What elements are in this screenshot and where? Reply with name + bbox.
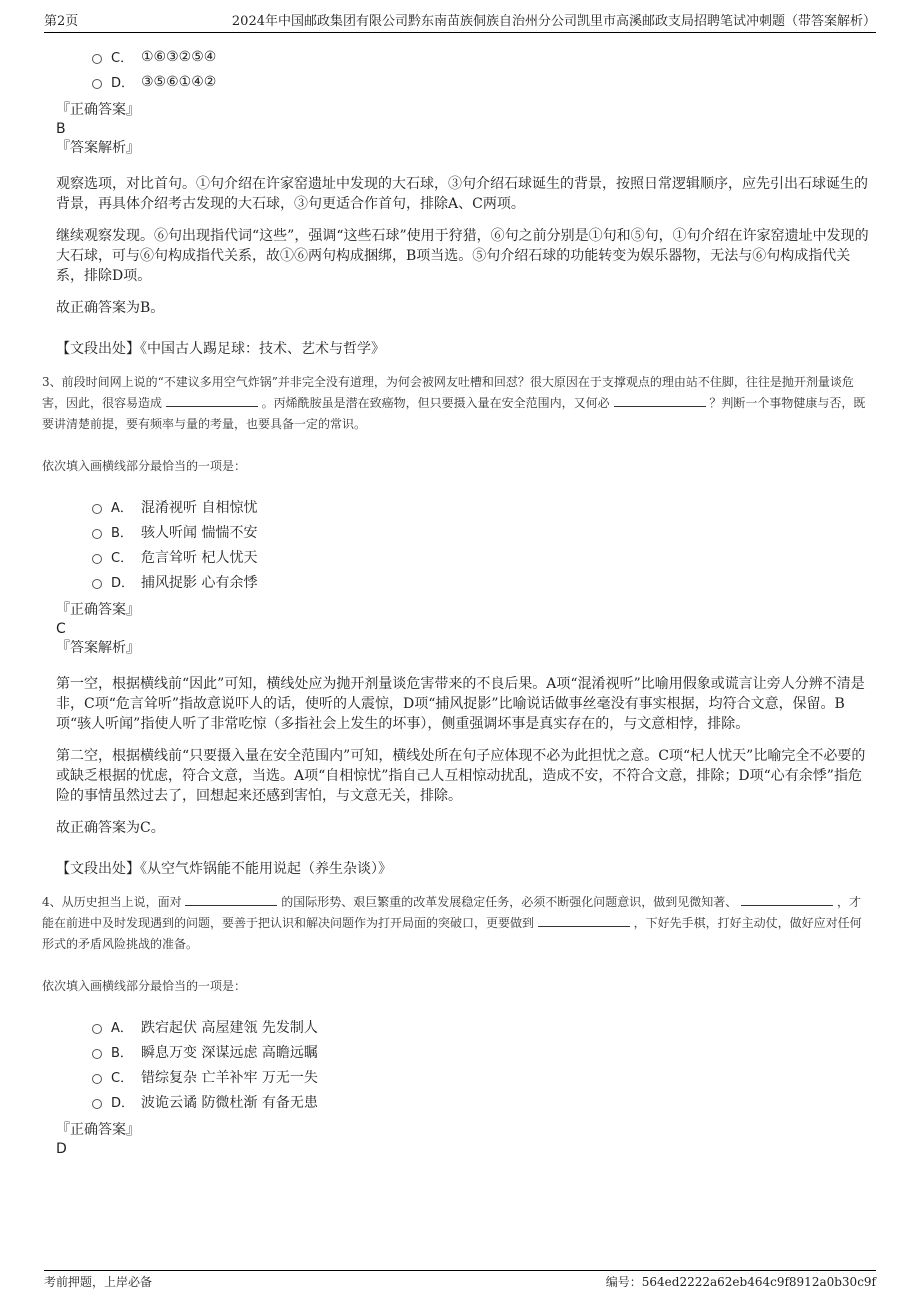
analysis-label: 『答案解析』 <box>56 640 140 656</box>
option-text: 错综复杂 亡羊补牢 万无一失 <box>141 1069 318 1086</box>
option-a[interactable] <box>92 1014 872 1039</box>
radio-icon[interactable] <box>92 54 102 64</box>
option-d[interactable] <box>92 1089 872 1114</box>
radio-icon[interactable] <box>92 1074 102 1084</box>
answer-value: D <box>56 1141 67 1157</box>
fill-blank <box>614 394 706 407</box>
option-text: 骇人听闻 惴惴不安 <box>141 524 258 541</box>
stem-text: 的国际形势、艰巨繁重的改革发展稳定任务，必须不断强化问题意识，做到见微知著、 <box>281 895 738 909</box>
radio-icon[interactable] <box>92 79 102 89</box>
document-title: 2024年中国邮政集团有限公司黔东南苗族侗族自治州分公司凯里市高溪邮政支局招聘笔试冲刺题（带答案解析） <box>231 14 876 29</box>
q4-options <box>92 1014 872 1114</box>
option-d[interactable] <box>92 69 872 94</box>
radio-icon[interactable] <box>92 1024 102 1034</box>
option-letter: D． <box>111 76 135 91</box>
option-letter: C． <box>111 51 134 66</box>
answer-label: 『正确答案』 <box>56 602 140 618</box>
option-d[interactable] <box>92 569 872 594</box>
radio-icon[interactable] <box>92 554 102 564</box>
option-letter: B． <box>111 526 133 541</box>
radio-icon[interactable] <box>92 1099 102 1109</box>
stem-text: ，下好先手棋，打好主动仗，做好应对任何形式的矛盾风险挑战的准备。 <box>42 916 862 951</box>
analysis-paragraph: 第二空，根据横线前“只要摄入量在安全范围内”可知，横线处所在句子应体现不必为此担忧之意。C项“杞人忧天”比喻完全不必要的或缺乏根据的忧虑，符合文意，当选。A项“自相惊忧”指自己人互相惊动扰乱，造成不安，不符合文意，排除；D项“心有余悸”指危险的事情虽然过去了，回想起来还感到害怕，与文意无关，排除。 <box>56 748 866 804</box>
answer-value: B <box>56 121 66 137</box>
source-citation: 【文段出处】《从空气炸锅能不能用说起（养生杂谈）》 <box>56 861 392 877</box>
option-b[interactable] <box>92 1039 872 1064</box>
answer-label: 『正确答案』 <box>56 1122 140 1138</box>
option-text: ①⑥③②⑤④ <box>141 48 217 65</box>
source-citation: 【文段出处】《中国古人踢足球：技术、艺术与哲学》 <box>56 341 385 357</box>
question-prompt: 依次填入画横线部分最恰当的一项是： <box>42 979 247 993</box>
document-body <box>42 44 872 1158</box>
option-letter: D． <box>111 576 135 591</box>
option-b[interactable] <box>92 519 872 544</box>
option-text: 跌宕起伏 高屋建瓴 先发制人 <box>141 1019 318 1036</box>
option-c[interactable] <box>92 44 872 69</box>
document-id: 编号：564ed2222a62eb464c9f8912a0b30c9f <box>605 1275 876 1289</box>
stem-text: ？判断一个事物健康与否，既要讲清楚前提，要有频率与量的考量，也要具备一定的常识。 <box>42 396 866 431</box>
option-text: 瞬息万变 深谋远虑 高瞻远瞩 <box>141 1044 318 1061</box>
analysis-paragraph: 观察选项，对比首句。①句介绍在许家窑遗址中发现的大石球，③句介绍石球诞生的背景，按照日常逻辑顺序，应先引出石球诞生的背景，再具体介绍考古发现的大石球，③句更适合作首句，排除A、C两项。 <box>56 176 868 212</box>
footer-slogan: 考前押题，上岸必备 <box>44 1275 153 1289</box>
q3-options <box>92 494 872 594</box>
fill-blank <box>741 893 833 906</box>
analysis-label: 『答案解析』 <box>56 140 140 156</box>
radio-icon[interactable] <box>92 529 102 539</box>
option-a[interactable] <box>92 494 872 519</box>
stem-text: 3、前段时间网上说的“不建议多用空气炸锅”并非完全没有道理，为何会被网友吐槽和回怼？很大原因在于支撑观点的理由站不住脚，往往是抛开剂量谈危害，因此，很容易造成 <box>42 375 854 410</box>
analysis-conclusion: 故正确答案为B。 <box>56 300 165 316</box>
option-letter: A． <box>111 501 133 516</box>
option-letter: C． <box>111 1071 134 1086</box>
stem-text: ，才能在前进中及时发现遇到的问题，要善于把认识和解决问题作为打开局面的突破口，更要做到 <box>42 895 861 930</box>
option-letter: A． <box>111 1021 133 1036</box>
answer-value: C <box>56 621 66 637</box>
fill-blank <box>185 893 277 906</box>
option-text: ③⑤⑥①④② <box>141 73 217 90</box>
q2-options <box>92 44 872 94</box>
option-c[interactable] <box>92 544 872 569</box>
option-letter: D． <box>111 1096 135 1111</box>
question-prompt: 依次填入画横线部分最恰当的一项是： <box>42 459 247 473</box>
page-number: 第2页 <box>44 14 79 29</box>
option-text: 混淆视听 自相惊忧 <box>141 499 258 516</box>
option-c[interactable] <box>92 1064 872 1089</box>
stem-text: 。丙烯酰胺虽是潜在致癌物，但只要摄入量在安全范围内，又何必 <box>261 396 610 410</box>
question-4-stem <box>42 892 872 955</box>
radio-icon[interactable] <box>92 579 102 589</box>
answer-label: 『正确答案』 <box>56 102 140 118</box>
radio-icon[interactable] <box>92 504 102 514</box>
page-header <box>44 10 876 33</box>
radio-icon[interactable] <box>92 1049 102 1059</box>
option-letter: B． <box>111 1046 133 1061</box>
option-text: 波诡云谲 防微杜渐 有备无患 <box>141 1094 318 1111</box>
analysis-paragraph: 继续观察发现。⑥句出现指代词“这些”，强调“这些石球”使用于狩猎，⑥句之前分别是①句和⑤句，①句介绍在许家窑遗址中发现的大石球，可与⑥句构成指代关系，故①⑥两句构成捆绑，B项当选。⑤句介绍石球的功能转变为娱乐器物，无法与⑥句构成指代关系，排除D项。 <box>56 228 869 284</box>
page-footer <box>44 1270 876 1289</box>
question-3-stem <box>42 372 872 435</box>
stem-text: 4、从历史担当上说，面对 <box>42 895 182 909</box>
option-text: 捕风捉影 心有余悸 <box>141 574 258 591</box>
analysis-paragraph: 第一空，根据横线前“因此”可知，横线处应为抛开剂量谈危害带来的不良后果。A项“混淆视听”比喻用假象或谎言让旁人分辨不清是非，C项“危言耸听”指故意说吓人的话，使听的人震惊，D项“捕风捉影”比喻说话做事丝毫没有事实根据，均符合文意，保留。B项“骇人听闻”指使人听了非常吃惊（多指社会上发生的坏事），侧重强调坏事是真实存在的，与文意相悖，排除。 <box>56 676 865 732</box>
fill-blank <box>166 394 258 407</box>
option-letter: C． <box>111 551 134 566</box>
analysis-conclusion: 故正确答案为C。 <box>56 820 165 836</box>
option-text: 危言耸听 杞人忧天 <box>141 549 258 566</box>
fill-blank <box>538 914 630 927</box>
